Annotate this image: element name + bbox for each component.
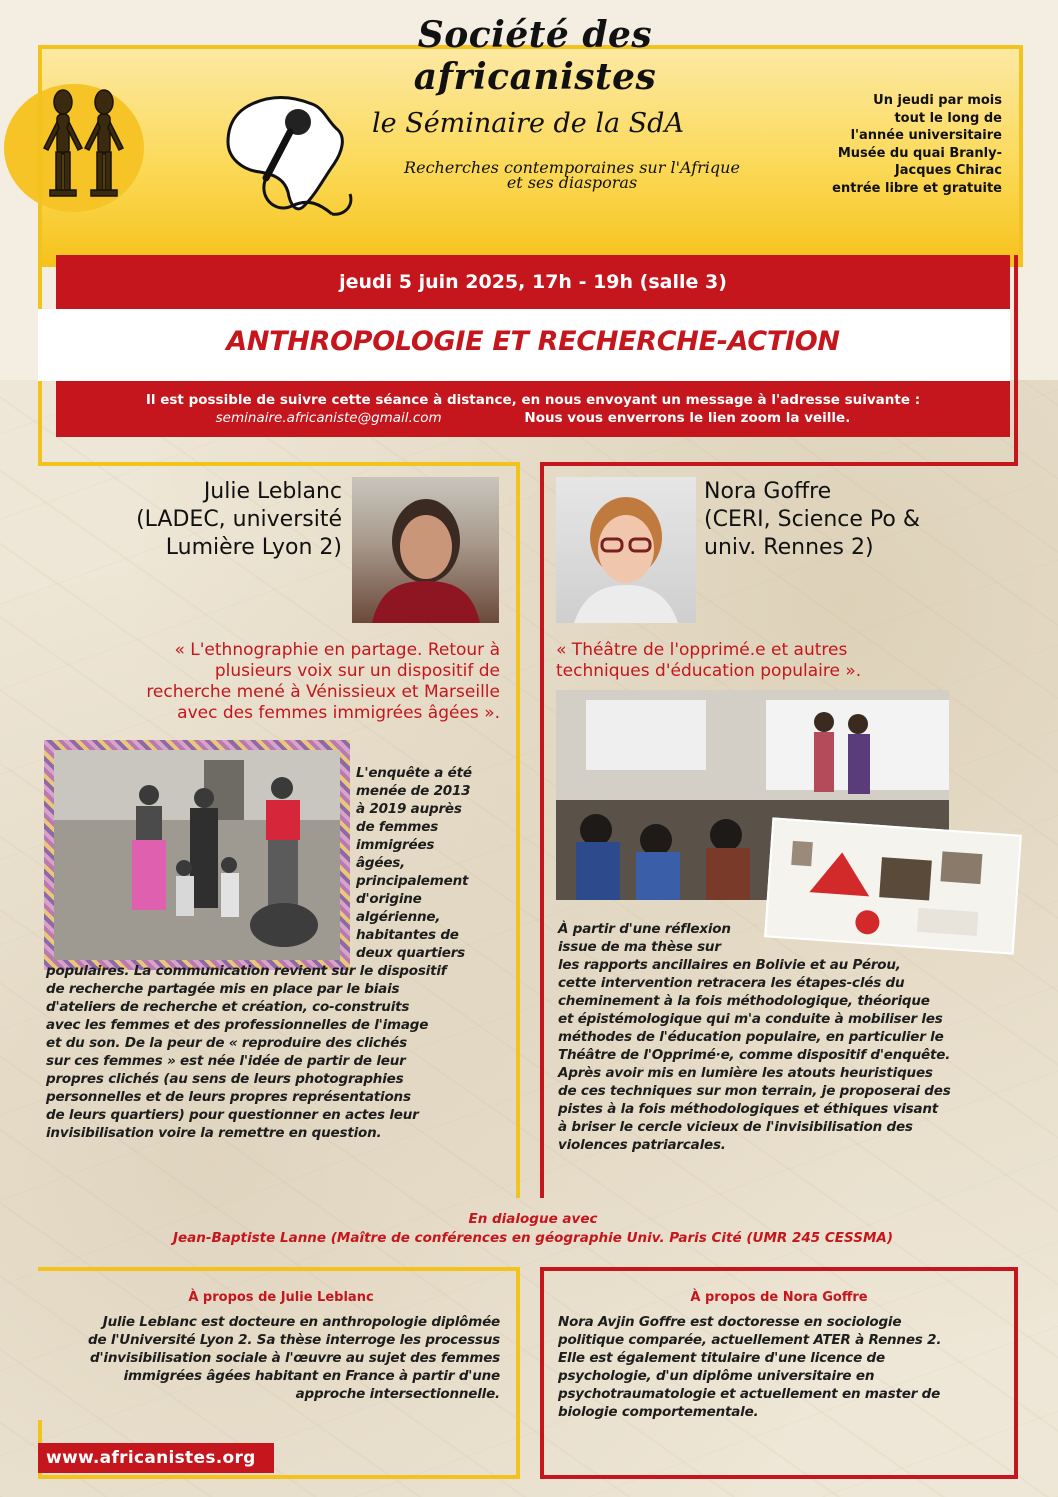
abstract-line: À partir d'une réflexion — [558, 921, 731, 937]
abstract-line: d'ateliers de recherche et création, co-construits — [46, 999, 410, 1015]
info-line: Musée du quai Branly- — [837, 145, 1002, 161]
archive-photo-frame — [44, 740, 350, 970]
abstract-line: violences patriarcales. — [558, 1137, 726, 1153]
website-link[interactable]: www.africanistes.org — [38, 1443, 274, 1473]
abstract-left-side — [356, 764, 516, 962]
abstract-line: menée de 2013 — [356, 783, 471, 799]
abstract-line: L'enquête a été — [356, 765, 472, 781]
about-left-title: À propos de Julie Leblanc — [188, 1290, 374, 1305]
abstract-line: principalement — [356, 873, 469, 889]
about-line: immigrées âgées habitant en France à partir d'une — [123, 1368, 500, 1384]
about-right-text — [558, 1313, 1010, 1421]
name-line: (CERI, Science Po & — [704, 507, 920, 532]
abstract-line: à 2019 auprès — [356, 801, 462, 817]
info-line: Un jeudi par mois — [873, 93, 1002, 108]
frame-red-bottom — [540, 1475, 1018, 1479]
about-line: Elle est également titulaire d'une licence de — [558, 1350, 885, 1366]
frame-yellow-about-right — [516, 1267, 520, 1479]
info-line: Jacques Chirac — [894, 163, 1002, 178]
frame-red-right-upper — [1014, 255, 1018, 465]
abstract-line: invisibilisation voire la remettre en question. — [46, 1125, 382, 1141]
abstract-line: les rapports ancillaires en Bolivie et au Pérou, — [558, 957, 901, 973]
name-line: Lumière Lyon 2) — [165, 535, 342, 560]
portrait-icon — [352, 477, 499, 623]
abstract-line: et du son. De la peur de « reproduire des clichés — [46, 1035, 407, 1051]
info-line: tout le long de — [894, 110, 1002, 126]
talk-right-title — [556, 640, 1006, 682]
africa-microphone-logo — [220, 86, 370, 226]
seminar-title: le Séminaire de la SdA — [372, 108, 684, 139]
collage-photo — [764, 817, 1022, 954]
frame-red-divider — [540, 462, 1018, 466]
abstract-line: populaires. La communication revient sur le dispositif — [46, 963, 447, 979]
society-title: Société des africanistes — [413, 14, 657, 98]
dialogue-label: En dialogue avec — [468, 1211, 598, 1227]
speaker-right-name — [704, 478, 1004, 562]
about-line: d'invisibilisation sociale à l'œuvre au sujet des femmes — [90, 1350, 500, 1366]
remote-email-link[interactable]: seminaire.africaniste@gmail.com — [215, 410, 442, 426]
abstract-line: d'origine — [356, 891, 422, 907]
frame-red-col-right — [540, 462, 544, 1198]
subtitle-line: et ses diasporas — [506, 173, 638, 192]
abstract-left-full — [46, 962, 514, 1142]
abstract-line: issue de ma thèse sur — [558, 939, 721, 955]
dialogue-block — [56, 1210, 1010, 1248]
abstract-line: de femmes — [356, 819, 439, 835]
abstract-line: cheminement à la fois méthodologique, théorique — [558, 993, 930, 1009]
talk-left-title — [60, 640, 500, 724]
about-line: Julie Leblanc est docteure en anthropologie diplômée — [102, 1314, 500, 1330]
remote-info — [56, 381, 1010, 437]
abstract-line: et épistémologique qui m'a conduite à mobiliser les — [558, 1011, 943, 1027]
abstract-line: immigrées — [356, 837, 435, 853]
abstract-line: méthodes de l'éducation populaire, en particulier le — [558, 1029, 944, 1045]
abstract-right-full — [558, 956, 1014, 1154]
abstract-line: personnelles et de leurs propres représentations — [46, 1089, 411, 1105]
abstract-line: avec les femmes et des professionnelles de l'image — [46, 1017, 429, 1033]
info-line: l'année universitaire — [850, 128, 1002, 143]
name-line: Julie Leblanc — [203, 479, 342, 504]
name-line: (LADEC, université — [136, 507, 342, 532]
talk-line: « Théâtre de l'opprimé.e et autres — [556, 640, 848, 660]
frame-yellow-col-left — [516, 462, 520, 1198]
about-line: Nora Avjin Goffre est doctoresse en sociologie — [558, 1314, 902, 1330]
abstract-line: propres clichés (au sens de leurs photographies — [46, 1071, 404, 1087]
abstract-line: cette intervention retracera les étapes-clés du — [558, 975, 905, 991]
about-right-title: À propos de Nora Goffre — [690, 1290, 868, 1305]
talk-line: « L'ethnographie en partage. Retour à — [174, 640, 500, 660]
talk-line: avec des femmes immigrées âgées ». — [177, 703, 500, 723]
event-date: jeudi 5 juin 2025, 17h - 19h (salle 3) — [56, 255, 1010, 309]
about-left-text — [46, 1313, 500, 1403]
nora-goffre-photo — [556, 477, 696, 623]
abstract-line: habitantes de — [356, 927, 459, 943]
abstract-right-side — [558, 920, 768, 956]
about-line: approche intersectionnelle. — [295, 1386, 500, 1402]
about-line: psychologie, d'un diplôme universitaire en — [558, 1368, 875, 1384]
abstract-line: Après avoir mis en lumière les atouts heuristiques — [558, 1065, 933, 1081]
statuettes-logo — [28, 86, 138, 206]
about-line: politique comparée, actuellement ATER à Rennes 2. — [558, 1332, 942, 1348]
about-line: de l'Université Lyon 2. Sa thèse interroge les processus — [87, 1332, 500, 1348]
event-title: ANTHROPOLOGIE ET RECHERCHE-ACTION — [226, 326, 840, 357]
subtitle-line: Recherches contemporaines sur l'Afrique — [404, 158, 740, 177]
frame-red-about — [540, 1267, 1018, 1271]
talk-line: recherche mené à Vénissieux et Marseille — [146, 682, 500, 702]
seminar-subtitle — [372, 160, 772, 190]
collage-scene — [766, 820, 1022, 955]
about-line: biologie comportementale. — [558, 1404, 759, 1420]
remote-line: Il est possible de suivre cette séance à distance, en nous envoyant un message à l'adresse suivante : — [145, 392, 921, 408]
remote-line: Nous vous enverrons le lien zoom la veille. — [524, 410, 851, 426]
frame-right-yellow — [1019, 45, 1023, 255]
portrait-icon — [556, 477, 696, 623]
abstract-line: deux quartiers — [356, 945, 466, 961]
abstract-line: âgées, — [356, 855, 406, 871]
abstract-line: Théâtre de l'Opprimé·e, comme dispositif d'enquête. — [558, 1047, 951, 1063]
about-line: psychotraumatologie et actuellement en master de — [558, 1386, 941, 1402]
dialogue-person: Jean-Baptiste Lanne (Maître de conférences en géographie Univ. Paris Cité (UMR 245 CESSMA) — [172, 1230, 893, 1246]
talk-line: techniques d'éducation populaire ». — [556, 661, 862, 681]
abstract-line: à briser le cercle vicieux de l'invisibilisation des — [558, 1119, 913, 1135]
schedule-info — [792, 92, 1002, 197]
info-line: entrée libre et gratuite — [832, 180, 1002, 196]
abstract-line: algérienne, — [356, 909, 441, 925]
abstract-line: sur ces femmes » est née l'idée de partir de leur — [46, 1053, 406, 1069]
talk-line: plusieurs voix sur un dispositif de — [214, 661, 500, 681]
frame-yellow-about — [38, 1267, 520, 1271]
abstract-line: de leurs quartiers) pour questionner en actes leur — [46, 1107, 419, 1123]
frame-yellow-bottom — [38, 1475, 520, 1479]
name-line: univ. Rennes 2) — [704, 535, 874, 560]
name-line: Nora Goffre — [704, 479, 832, 504]
frame-yellow-divider — [38, 462, 520, 466]
speaker-left-name — [60, 478, 342, 562]
archive-family-photo — [54, 750, 340, 960]
abstract-line: de ces techniques sur mon terrain, je proposerai des — [558, 1083, 951, 1099]
julie-leblanc-photo — [352, 477, 499, 623]
abstract-line: de recherche partagée mis en place par le biais — [46, 981, 400, 997]
frame-red-about-right — [1014, 1267, 1018, 1479]
abstract-line: pistes à la fois méthodologiques et éthiques visant — [558, 1101, 939, 1117]
